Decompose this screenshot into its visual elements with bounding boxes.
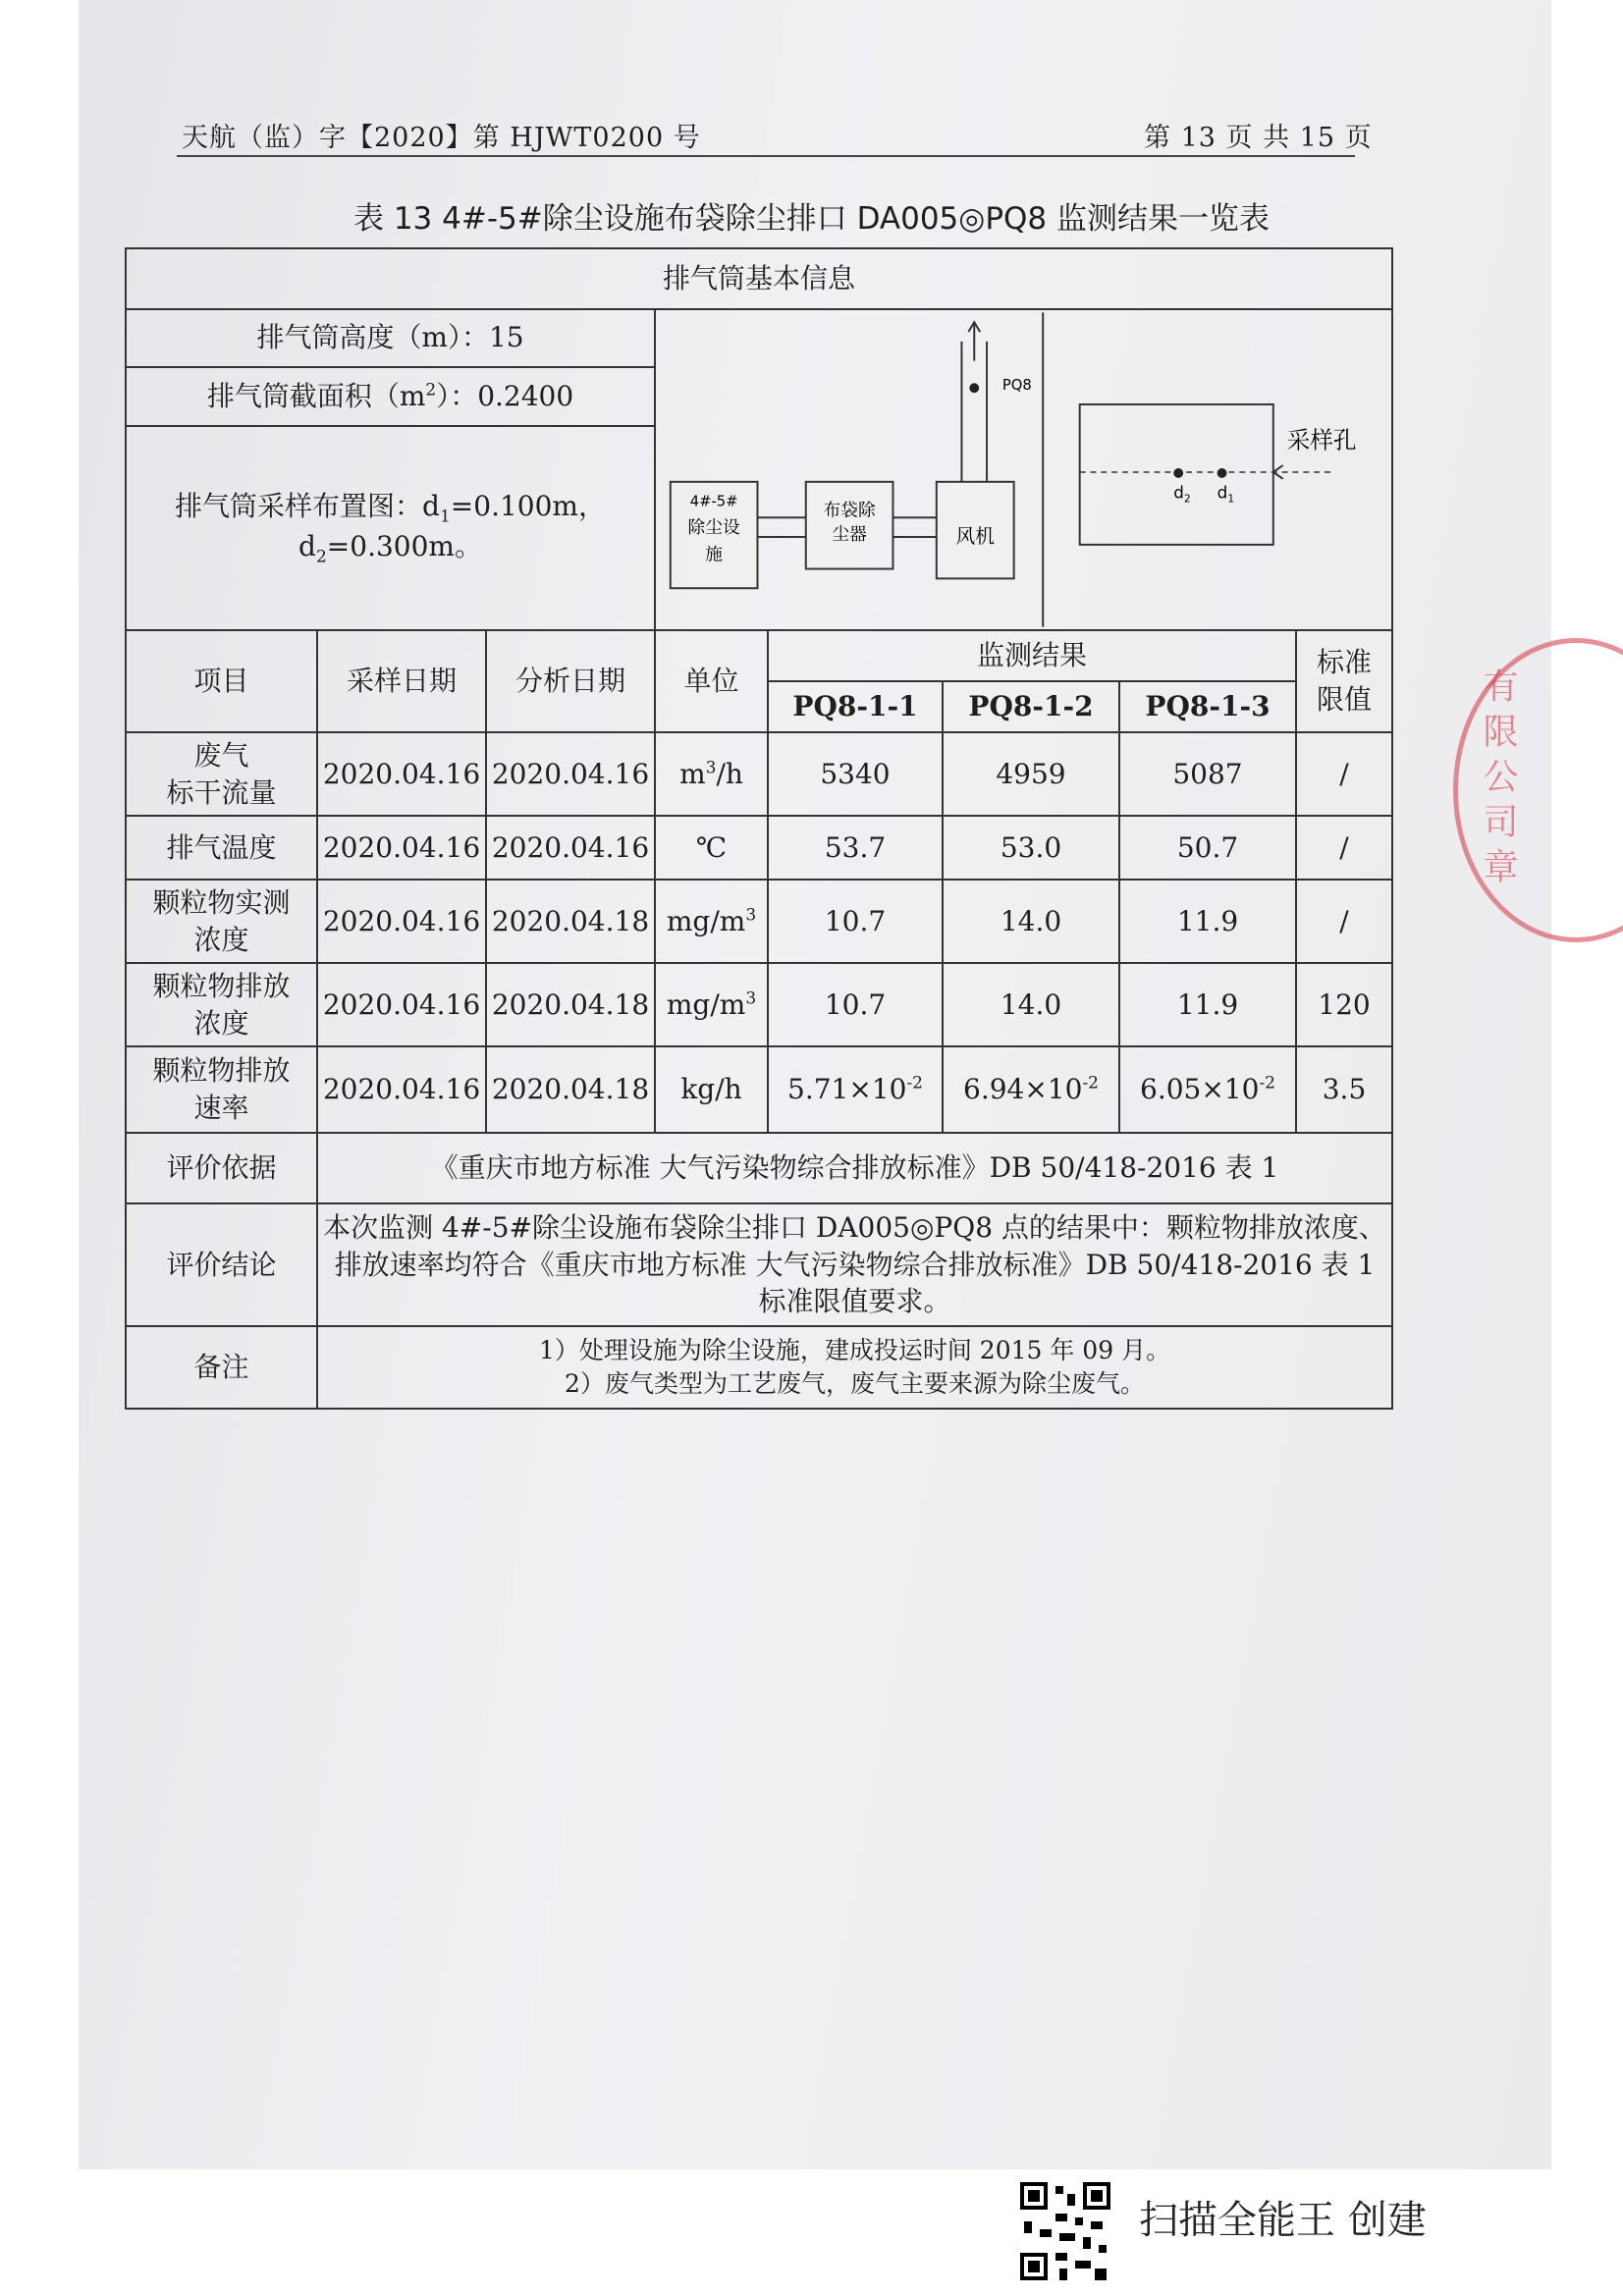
table-row (126, 732, 1392, 816)
col-item: 项目 (126, 630, 317, 732)
conclusion-label: 评价结论 (126, 1203, 317, 1326)
d1-label: $d_1$ (1217, 482, 1235, 506)
facility-label-2: 除尘设 (687, 518, 740, 539)
outlet-label: PQ8 (1001, 377, 1032, 395)
basic-info-heading: 排气筒基本信息 (126, 248, 1392, 309)
company-seal-text: 有限公司章 (1478, 667, 1518, 893)
row-limit: 3.5 (1296, 1046, 1392, 1133)
remarks-label: 备注 (126, 1326, 317, 1409)
table-row (126, 963, 1392, 1046)
row-analysis-date: 2020.04.18 (486, 1046, 655, 1133)
bag-filter-label-1: 布袋除 (823, 501, 876, 521)
header-divider (177, 155, 1355, 157)
row-value-1: 10.7 (768, 880, 943, 963)
row-value-3: 5087 (1119, 732, 1296, 816)
row-sample-date: 2020.04.16 (317, 963, 486, 1046)
col-results: 监测结果 (768, 630, 1296, 681)
row-unit: ℃ (655, 816, 768, 880)
row-limit: / (1296, 816, 1392, 880)
row-analysis-date: 2020.04.16 (486, 732, 655, 816)
row-value-2: 4959 (943, 732, 1119, 816)
row-sample-date: 2020.04.16 (317, 1046, 486, 1133)
row-unit: kg/h (655, 1046, 768, 1133)
col-point-3: PQ8-1-3 (1119, 681, 1296, 732)
sampling-diagram (655, 309, 1392, 630)
row-unit: $m^3/h$ (655, 732, 768, 816)
conclusion-text: 本次监测 4#-5#除尘设施布袋除尘排口 DA005◎PQ8 点的结果中：颗粒物排放浓度、排放速率均符合《重庆市地方标准 大气污染物综合排放标准》DB 50/418-2016 表 1 标准限值要求。 (317, 1203, 1392, 1326)
col-point-1: PQ8-1-1 (768, 681, 943, 732)
table-title: 表 13 4#-5#除尘设施布袋除尘排口 DA005◎PQ8 监测结果一览表 (352, 201, 1270, 237)
row-item: 颗粒物实测 浓度 (126, 880, 317, 963)
row-sample-date: 2020.04.16 (317, 732, 486, 816)
facility-label-1: 4#-5# (689, 493, 738, 510)
row-value-3: 11.9 (1119, 880, 1296, 963)
row-value-3: 11.9 (1119, 963, 1296, 1046)
col-sample-date: 采样日期 (317, 630, 486, 732)
basis-text: 《重庆市地方标准 大气污染物综合排放标准》DB 50/418-2016 表 1 (317, 1133, 1392, 1203)
footer-watermark: 扫描全能王 创建 (1139, 2198, 1427, 2243)
col-limit: 标准 限值 (1296, 630, 1392, 732)
table-row (126, 1046, 1392, 1133)
page-info: 第 13 页 共 15 页 (1144, 123, 1373, 153)
row-item: 废气 标干流量 (126, 732, 317, 816)
d2-label: $d_2$ (1173, 482, 1191, 506)
monitoring-table (125, 247, 1393, 1410)
qr-code-icon (1016, 2177, 1114, 2285)
document-number: 天航（监）字【2020】第 HJWT0200 号 (182, 123, 701, 153)
sampling-layout: 排气筒采样布置图：$d_1=0.100m$， $d_2=0.300m$。 (126, 426, 655, 630)
row-item: 颗粒物排放 速率 (126, 1046, 317, 1133)
stack-area: 排气筒截面积$(m^2)$：0.2400 (126, 367, 655, 427)
stack-height: 排气筒高度（m）：15 (126, 309, 655, 367)
basis-label: 评价依据 (126, 1133, 317, 1203)
row-sample-date: 2020.04.16 (317, 880, 486, 963)
row-unit: $mg/m^3$ (655, 963, 768, 1046)
remarks-text: 1）处理设施为除尘设施，建成投运时间 2015 年 09 月。 2）废气类型为工艺废气，废气主要来源为除尘废气。 (317, 1326, 1392, 1409)
facility-label-3: 施 (705, 545, 723, 565)
row-limit: 120 (1296, 963, 1392, 1046)
col-analysis-date: 分析日期 (486, 630, 655, 732)
row-unit: $mg/m^3$ (655, 880, 768, 963)
sampling-layout-diagram (656, 310, 1391, 629)
row-analysis-date: 2020.04.16 (486, 816, 655, 880)
row-analysis-date: 2020.04.18 (486, 880, 655, 963)
row-value-1: 10.7 (768, 963, 943, 1046)
row-item: 排气温度 (126, 816, 317, 880)
row-value-3: 50.7 (1119, 816, 1296, 880)
row-item: 颗粒物排放 浓度 (126, 963, 317, 1046)
sampling-hole-label: 采样孔 (1286, 426, 1357, 454)
table-row (126, 816, 1392, 880)
row-value-2: $6.94\times 10^{-2}$ (943, 1046, 1119, 1133)
row-value-2: 14.0 (943, 963, 1119, 1046)
row-limit: / (1296, 880, 1392, 963)
row-value-2: 14.0 (943, 880, 1119, 963)
row-sample-date: 2020.04.16 (317, 816, 486, 880)
row-value-3: $6.05\times 10^{-2}$ (1119, 1046, 1296, 1133)
col-unit: 单位 (655, 630, 768, 732)
col-point-2: PQ8-1-2 (943, 681, 1119, 732)
row-value-1: 5340 (768, 732, 943, 816)
bag-filter-label-2: 尘器 (832, 524, 867, 545)
fan-label: 风机 (955, 524, 995, 548)
row-value-2: 53.0 (943, 816, 1119, 880)
table-row (126, 880, 1392, 963)
row-limit: / (1296, 732, 1392, 816)
row-value-1: $5.71\times 10^{-2}$ (768, 1046, 943, 1133)
row-analysis-date: 2020.04.18 (486, 963, 655, 1046)
row-value-1: 53.7 (768, 816, 943, 880)
